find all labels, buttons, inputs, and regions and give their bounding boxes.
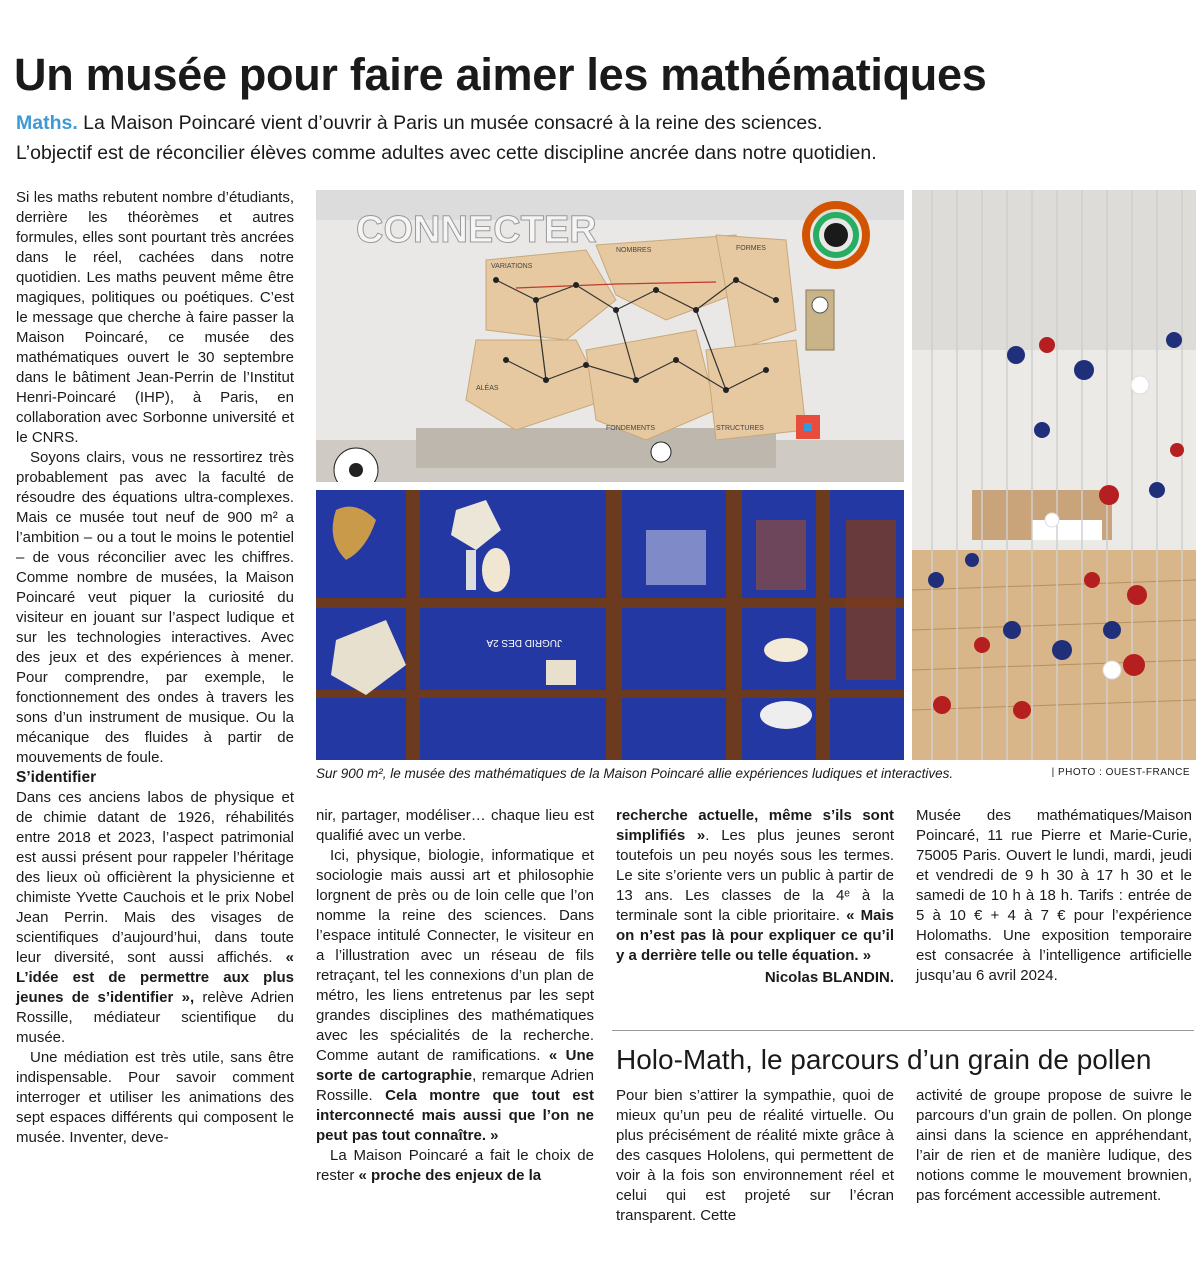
wall-label-structures: STRUCTURES: [716, 425, 764, 432]
beads-installation-illustration: [912, 190, 1196, 760]
col1-paragraph-2: Soyons clairs, vous ne ressortirez très probablement pas avec la faculté de résoudre des équations ultra-complexes. Mais ce musée tout neuf de 900 m² a l’ambition – ou a tout le moins le potentiel – de vous réconcilier avec les chiffres. Comme nombre de musées, la Maison Poincaré veut piquer la curiosité du visiteur en jouant sur l’aspect ludique et sur les technologies interactives. Avec des jeux et des expériences à mener. Pour comprendre, par exemple, le fonctionnement des ondes à travers les sons d’un instrument de musique. Ou la mécanique des fluides à partir de mouvements de foule.: [16, 449, 294, 766]
wall-label-fondements: FONDEMENTS: [606, 425, 655, 432]
practical-info: Musée des mathématiques/Maison Poincaré, 11 rue Pierre et Marie-Curie, 75005 Paris. Ouvert le lundi, mardi, jeudi et vendredi de 9 h 30 à 17 h 30 et le samedi de 10 h à 18 h. Tarifs : entrée de 5 à 10 € + 4 à 7 € pour l’expérience Holomaths. Une exposition temporaire est consacrée à l’intelligence artificielle jusqu’au 6 avril 2024.: [916, 807, 1192, 984]
photo-caption: Sur 900 m², le musée des mathématiques de la Maison Poincaré allie expériences ludiques et interactives.: [316, 766, 954, 781]
blue-vitrines-illustration: [316, 490, 904, 760]
sidebar-title: Holo-Math, le parcours d’un grain de pollen: [616, 1044, 1152, 1075]
subhead-sidentifier: S’identifier: [16, 769, 97, 786]
wall-label-formes: FORMES: [736, 245, 766, 252]
vitrine-label: JUGRID DES 2A: [486, 637, 562, 648]
photo-credit: | PHOTO : OUEST-FRANCE: [1051, 767, 1190, 778]
byline: Nicolas BLANDIN.: [764, 969, 894, 986]
column-2: [316, 806, 594, 1186]
wall-label-aleas: ALÉAS: [476, 385, 499, 392]
headline: Un musée pour faire aimer les mathématiques: [14, 49, 987, 100]
sidebar-divider: [612, 1030, 1194, 1031]
column-1: [16, 188, 294, 1148]
sidebar-column-1: [616, 1086, 894, 1226]
sidebar-paragraph-1: Pour bien s’attirer la sympathie, quoi de mieux qu’un peu de réalité virtuelle. Ou plus précisément de réalité mixte grâce à des casques Hololens, qui permettent de voir à la fois son environnement réel et celui qui est projeté sur l’écran transparent. Cette: [616, 1087, 894, 1224]
wall-label-nombres: NOMBRES: [616, 247, 652, 254]
col3-paragraph-1: recherche actuelle, même s’ils sont simplifiés ». Les plus jeunes seront toutefois un peu noyés sous les termes. Le site s’oriente vers un public à partir de 13 ans. Les classes de la 4ᵉ à la terminale sont la cible prioritaire. « Mais on n’est pas là pour expliquer ce qu’il y a derrière telle ou telle équation. »: [616, 807, 895, 964]
sidebar-column-2: [916, 1086, 1192, 1206]
wall-title: CONNECTER: [356, 209, 597, 251]
connecter-wall-illustration: [316, 190, 904, 482]
column-3: [616, 806, 894, 988]
sidebar-paragraph-2: activité de groupe propose de suivre le parcours d’un grain de pollen. On plonge ainsi dans la science en appréhendant, l’air de rien et de manière ludique, des notions comme le mouvement brownien, pas forcément accessible autrement.: [916, 1087, 1192, 1204]
col2-paragraph-1: nir, partager, modéliser… chaque lieu est qualifié avec un verbe.: [316, 807, 594, 844]
standfirst: [16, 108, 1191, 168]
wall-label-variations: VARIATIONS: [491, 263, 533, 270]
col2-paragraph-3: La Maison Poincaré a fait le choix de rester « proche des enjeux de la: [316, 1147, 594, 1184]
standfirst-line-2: L’objectif est de réconcilier élèves comme adultes avec cette discipline ancrée dans notre quotidien.: [16, 142, 877, 164]
col1-paragraph-1: Si les maths rebutent nombre d’étudiants, derrière les théorèmes et autres formules, elles sont pourtant très ancrées dans le réel, cachées dans notre quotidien. Les maths peuvent même être magiques, politiques ou poétiques. C’est le message que cherche à faire passer la Maison Poincaré, ce musée des mathématiques ouvert le 30 septembre dans le bâtiment Jean-Perrin de l’Institut Henri-Poincaré (IHP), à Paris, en collaboration avec Sorbonne université et le CNRS.: [16, 189, 294, 446]
photo-beads-installation: [912, 190, 1196, 760]
col2-paragraph-2: Ici, physique, biologie, informatique et sociologie mais aussi art et philosophie lorgnent de près ou de loin celle que l’on nomme la reine des sciences. Dans l’espace intitulé Connecter, le visiteur en a l’illustration avec un réseau de fils retraçant, tel les connexions d’un plan de métro, les liens entretenus par les sept grandes disciplines des mathématiques avec les spécialités de la recherche. Comme autant de ramifications. « Une sorte de cartographie, remarque Adrien Rossille. Cela montre que tout est interconnecté mais aussi que l’on ne peut pas tout connaître. »: [316, 847, 594, 1144]
standfirst-line-1: La Maison Poincaré vient d’ouvrir à Paris un musée consacré à la reine des sciences.: [77, 112, 823, 134]
kicker: Maths.: [16, 112, 78, 134]
column-4-practical-info: [916, 806, 1192, 986]
col1-paragraph-4: Une médiation est très utile, sans être indispensable. Pour savoir comment interroger et utiliser les animations des sept espaces différents qui composent le musée. Inventer, deve-: [16, 1049, 294, 1146]
photo-blue-vitrines: [316, 490, 904, 760]
photo-connecter-wall: [316, 190, 904, 482]
col1-paragraph-3: Dans ces anciens labos de physique et de chimie datant de 1926, réhabilités entre 2018 et 2023, l’aspect patrimonial est aussi présent pour rappeler l’héritage des lieux où officièrent la physicienne et chimiste Yvette Cauchois et le prix Nobel Jean Perrin. Mais des visages de scientifiques d’aujourd’hui, dans toute leur diversité, sont aussi affichés. « L’idée est de permettre aux plus jeunes de s’identifier », relève Adrien Rossille, médiateur scientifique du musée.: [16, 789, 294, 1046]
